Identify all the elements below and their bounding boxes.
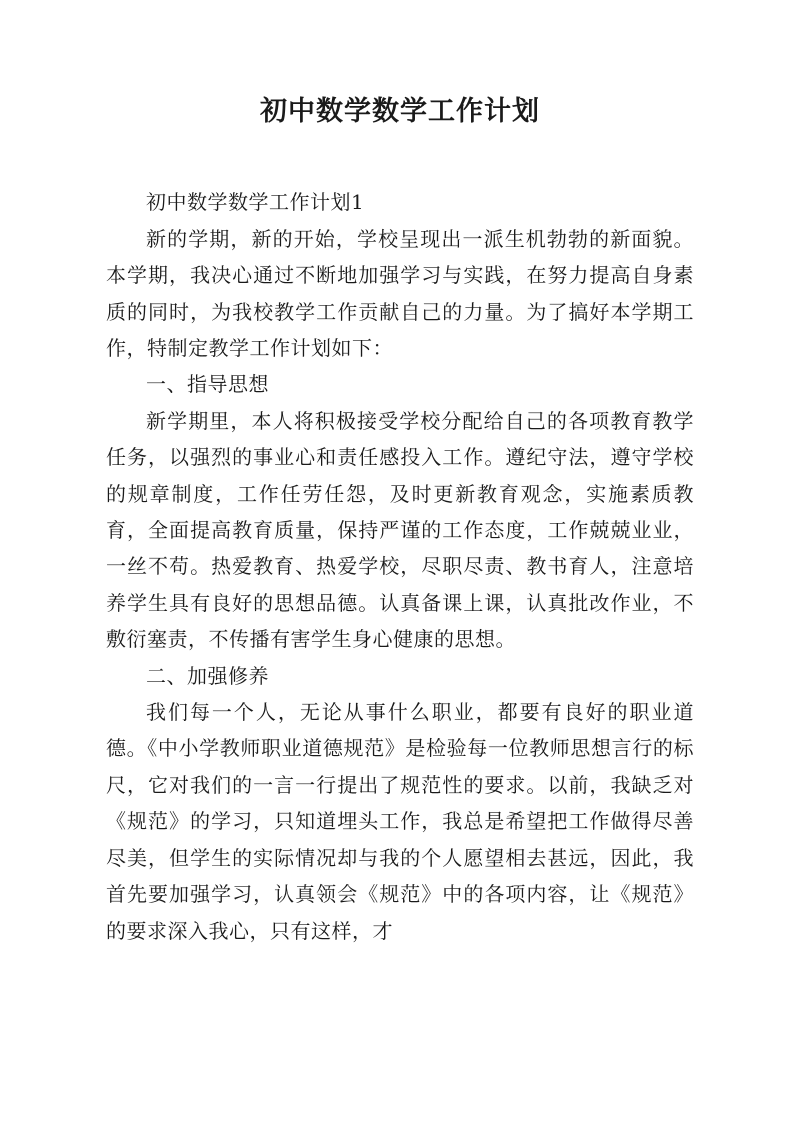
section-paragraph-guiding-ideology: 新学期里，本人将积极接受学校分配给自己的各项教育教学任务，以强烈的事业心和责任感投入工作。遵纪守法，遵守学校的规章制度，工作任劳任怨，及时更新教育观念，实施素质教育，全面提高教育质量，保持严谨的工作态度，工作兢兢业业，一丝不苟。热爱教育、热爱学校，尽职尽责、教书育人，注意培养学生具有良好的思想品德。认真备课上课，认真批改作业，不敷衍塞责，不传播有害学生身心健康的思想。 <box>106 408 694 652</box>
plan-subtitle: 初中数学数学工作计划1 <box>146 190 365 215</box>
intro-paragraph: 新的学期，新的开始，学校呈现出一派生机勃勃的新面貌。本学期，我决心通过不断地加强学习与实践，在努力提高自身素质的同时，为我校教学工作贡献自己的力量。为了搞好本学期工作，特制定教学工作计划如下： <box>106 226 694 361</box>
section-paragraph-strengthen-cultivation: 我们每一个人，无论从事什么职业，都要有良好的职业道德。《中小学教师职业道德规范》是检验每一位教师思想言行的标尺，它对我们的一言一行提出了规范性的要求。以前，我缺乏对《规范》的学习，只知道埋头工作，我总是希望把工作做得尽善尽美，但学生的实际情况却与我的个人愿望相去甚远，因此，我首先要加强学习，认真领会《规范》中的各项内容，让《规范》的要求深入我心，只有这样，才 <box>106 700 694 943</box>
document-body <box>106 184 694 949</box>
section-heading-strengthen-cultivation: 二、加强修养 <box>146 663 269 688</box>
section-heading-guiding-ideology: 一、指导思想 <box>146 372 269 397</box>
document-title: 初中数学数学工作计划 <box>260 96 540 127</box>
